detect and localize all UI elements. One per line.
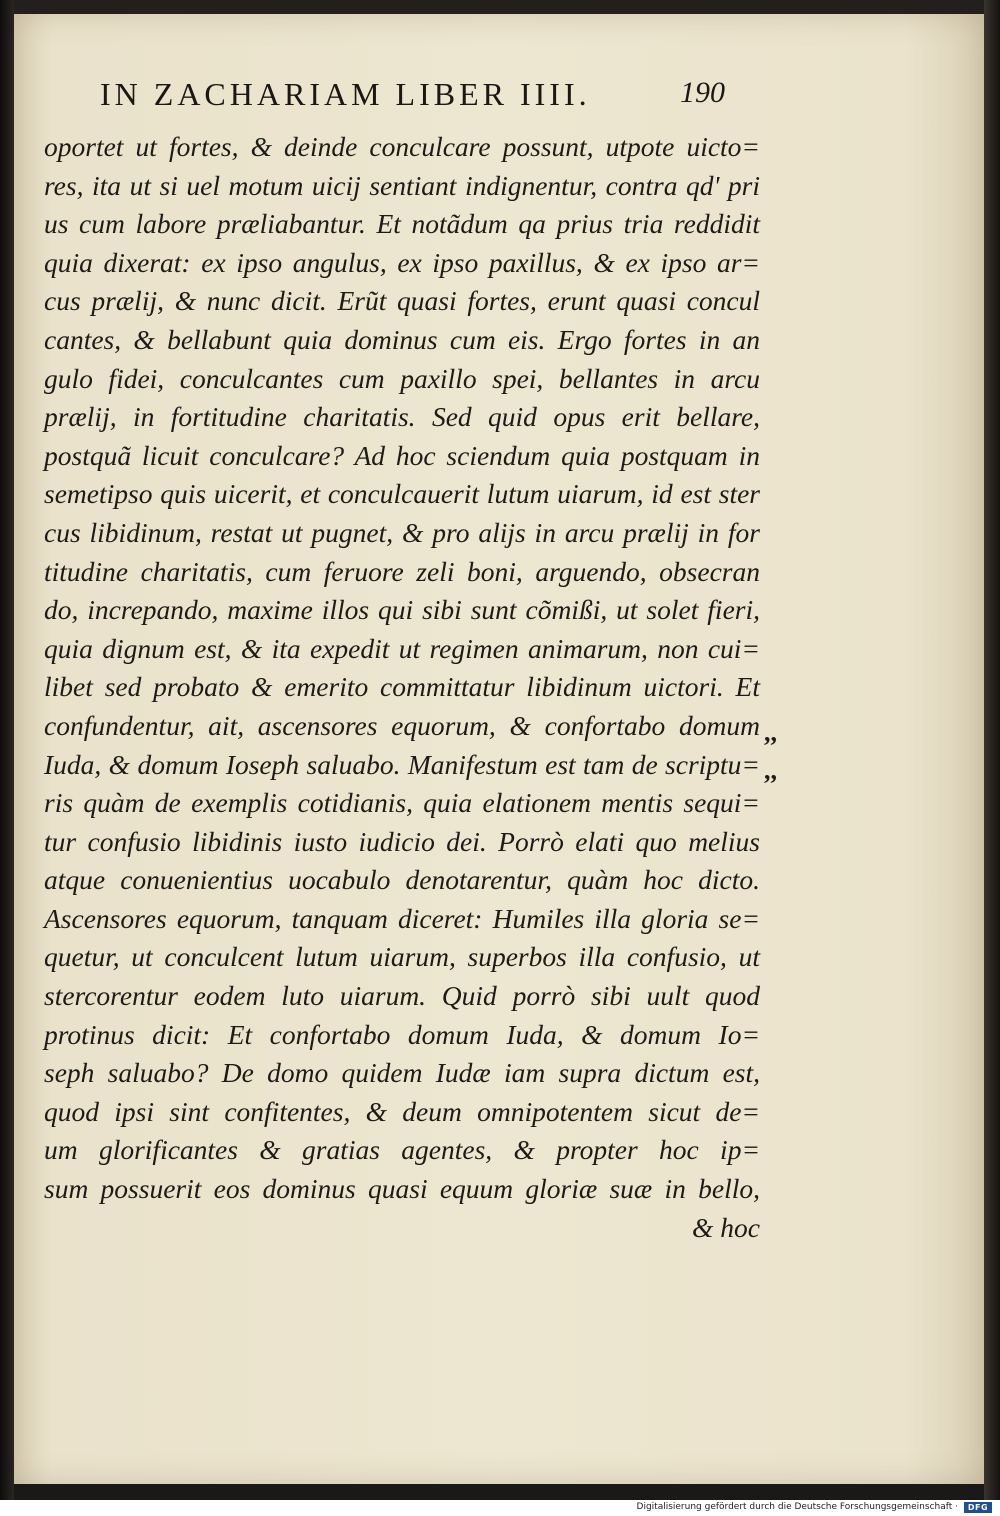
dfg-logo: DFG [964,1502,992,1513]
text-line: semetipso quis uicerit, et conculcauerit lutum uiarum, id est ster [44,478,760,510]
text-line: res, ita ut si uel motum uicij sentiant indignentur, contra qd' pri [44,169,760,201]
marginal-quote-mark: ,, [764,718,777,747]
book-binding-edge [0,0,14,1500]
text-line: quetur, ut conculcent lutum uiarum, superbos illa confusio, ut [44,941,760,973]
text-line: cantes, & bellabunt quia dominus cum eis. Ergo fortes in an [44,323,760,355]
text-line: quod ipsi sint confitentes, & deum omnipotentem sicut de= [44,1095,760,1127]
text-line: cus prælij, & nunc dicit. Erũt quasi fortes, erunt quasi concul [44,285,760,317]
body-text [44,128,760,1247]
text-line: confundentur, ait, ascensores equorum, & confortabo domum [44,709,760,741]
digitization-credit: Digitalisierung gefördert durch die Deutsche Forschungsgemeinschaft · [636,1502,958,1512]
text-line: stercorentur eodem luto uiarum. Quid porrò sibi uult quod [44,980,760,1012]
catchword: & hoc [692,1211,760,1243]
text-line: cus libidinum, restat ut pugnet, & pro alijs in arcu prælij in for [44,516,760,548]
page-number: 190 [680,76,725,109]
running-title: IN ZACHARIAM LIBER IIII. [100,76,591,112]
text-line: libet sed probato & emerito committatur libidinum uictori. Et [44,671,760,703]
text-line: quia dixerat: ex ipso angulus, ex ipso paxillus, & ex ipso ar= [44,246,760,278]
text-line: do, increpando, maxime illos qui sibi sunt cõmißi, ut solet fieri, [44,594,760,626]
text-line: postquã licuit conculcare? Ad hoc sciendum quia postquam in [44,439,760,471]
text-line: ris quàm de exemplis cotidianis, quia elationem mentis sequi= [44,787,760,819]
text-line: Iuda, & domum Ioseph saluabo. Manifestum est tam de scriptu= [44,748,760,780]
text-line: gulo fidei, conculcantes cum paxillo spei, bellantes in arcu [44,362,760,394]
text-line: quia dignum est, & ita expedit ut regimen animarum, non cui= [44,632,760,664]
text-line: seph saluabo? De domo quidem Iudæ iam supra dictum est, [44,1057,760,1089]
text-line: atque conuenientius uocabulo denotarentur, quàm hoc dicto. [44,864,760,896]
text-line: us cum labore præliabantur. Et notãdum qa prius tria reddidit [44,208,760,240]
text-line: titudine charitatis, cum feruore zeli boni, arguendo, obsecran [44,555,760,587]
text-line: um glorificantes & gratias agentes, & propter hoc ip= [44,1134,760,1166]
text-line: Ascensores equorum, tanquam diceret: Humiles illa gloria se= [44,902,760,934]
text-line: sum possuerit eos dominus quasi equum gloriæ suæ in bello, [44,1173,760,1205]
text-line: prælij, in fortitudine charitatis. Sed quid opus erit bellare, [44,401,760,433]
page-stack-edge [984,0,1000,1500]
marginal-quote-mark: ,, [764,756,777,785]
text-line: protinus dicit: Et confortabo domum Iuda, & domum Io= [44,1018,760,1050]
text-line: oportet ut fortes, & deinde conculcare possunt, utpote uicto= [44,131,760,162]
text-line: tur confusio libidinis iusto iudicio dei. Porrò elati quo melius [44,825,760,857]
